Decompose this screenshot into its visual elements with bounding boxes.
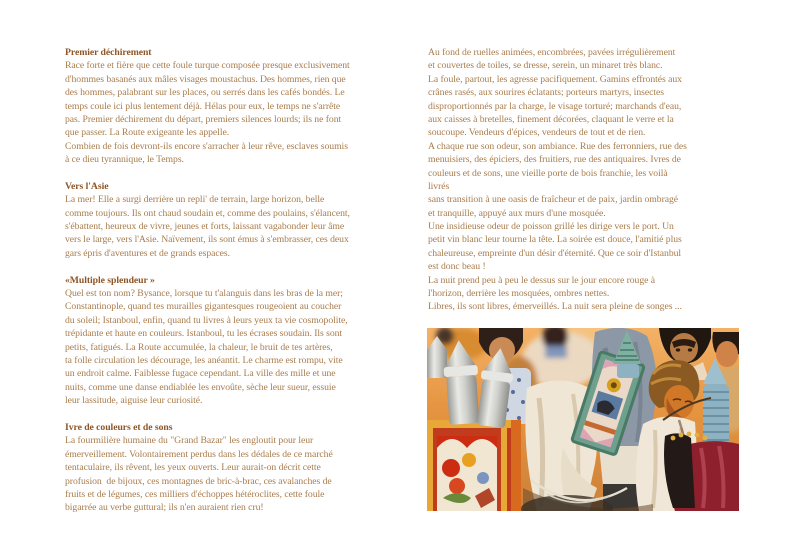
text-line: du soleil; Istanboul, enfin, quand tu livres à leurs yeux ta vie cosmopolite, [65, 314, 348, 326]
photo-maroon-drape [664, 432, 739, 511]
text-line: menuisiers, des épiciers, des fruitiers, rue des antiquaires. Ivres de [428, 154, 681, 166]
text-line: et couvertes de toiles, se dresse, serein, un minaret très blanc. [428, 60, 663, 72]
text-line: livrés [428, 180, 450, 192]
text-line: l'horizon, derrière les mosquées, ombres nettes. [428, 288, 610, 300]
text-line: à ce dieu tyrannique, le Temps. [65, 154, 184, 166]
text-line: sans transition à une oasis de fraîcheur et de paix, jardin ombragé [428, 194, 679, 206]
text-line: soucoupe. Vendeurs d'épices, vendeurs de tout et de rien. [428, 127, 646, 139]
text-line: Quel est ton nom? Bysance, lorsque tu t'alanguis dans les bras de la mer; [65, 288, 343, 300]
text-line: temps coule ici plus lentement déjà. Hélas pour eux, le temps ne s'arrête [65, 100, 341, 112]
text-line: Au fond de ruelles animées, encombrées, pavées irrégulièrement [428, 47, 676, 58]
text-line: des hommes, palabrant sur les places, ou serrés dans les cafés bondés. Le [65, 87, 345, 99]
text-line: petit vin blanc leur tourne la tête. La soirée est douce, l'amitié plus [428, 234, 682, 246]
text-line: couleurs et de sons, une vieille porte de bois franchie, les voilà [428, 167, 668, 179]
text-line: gars épris d'aventures et de grands espaces. [65, 247, 230, 259]
text-line: Une insidieuse odeur de poisson grillé les dirige vers le port. Un [428, 221, 674, 233]
text-line: fruits et de légumes, ces milliers d'échoppes hétéroclites, cette foule [65, 488, 325, 500]
text-line: La fourmilière humaine du "Grand Bazar" les engloutit pour leur [65, 435, 314, 447]
text-line: est donc beau ! [428, 261, 486, 273]
text-line: leur lassitude, aiguise leur curiosité. [65, 395, 203, 407]
text-line: profusion de bijoux, ces montagnes de bric-à-brac, ces avalanches de [65, 475, 332, 487]
text-line: nuits, comme une danse endiablée les envoûte, sèche leur sueur, essuie [65, 381, 336, 393]
text-line: ta folle circulation les décourage, les anéantit. Le charme est rompu, vite [65, 354, 343, 366]
text-line: pas. Premier déchirement du départ, premiers silences lourds; ils ne font [65, 113, 342, 125]
text-line: Libres, ils sont libres, émerveillés. La nuit sera pleine de songes ... [428, 301, 682, 313]
section-heading: Vers l'Asie [65, 180, 109, 192]
text-section [428, 46, 776, 314]
text-line: Combien de fois devront-ils encore s'arracher à leur rêve, esclaves soumis [65, 140, 348, 152]
text-line: La nuit prend peu à peu le dessus sur le jour encore rouge à [428, 274, 655, 286]
text-line: que passer. La Route exigeante les appelle. [65, 127, 230, 139]
text-line: La mer! Elle a surgi derrière un repli' de terrain, large horizon, belle [65, 194, 325, 206]
section-heading: «Multiple splendeur » [65, 274, 155, 286]
photo-istanbul-water-vendors [427, 328, 739, 511]
right-column [428, 46, 776, 314]
section-heading: Premier déchirement [65, 47, 152, 58]
text-line: crânes rasés, aux sourires éclatants; porteurs martyrs, insectes [428, 87, 664, 99]
left-column [65, 46, 413, 515]
text-line: un endroit calme. Faiblesse fugace cependant. La ville des mille et une [65, 368, 336, 380]
text-line: chaleureuse, empreinte d'un désir d'éternité. Que ce soir d'Istanbul [428, 247, 682, 259]
text-section [65, 46, 413, 167]
text-line: Race forte et fière que cette foule turque composée presque exclusivement [65, 60, 350, 72]
text-line: s'ébattent, heureux de vivre, jeunes et forts, laissant vagabonder leur âme [65, 221, 345, 233]
text-section [65, 180, 413, 260]
text-line: émerveillement. Volontairement perdus dans les dédales de ce marché [65, 448, 333, 460]
photo-ornate-box-left [427, 420, 521, 511]
text-line: A chaque rue son odeur, son ambiance. Rue des ferronniers, rue des [428, 140, 687, 152]
section-heading: Ivre de couleurs et de sons [65, 421, 173, 433]
text-section [65, 274, 413, 408]
text-line: vers le large, vers l'Asie. Naïvement, ils sont émus à s'embrasser, ces deux [65, 234, 349, 246]
text-line: d'hommes basanés aux mâles visages moustachus. Des hommes, rien que [65, 73, 346, 85]
text-line: comme toujours. Ils ont chaud soudain et, comme des poulains, s'élancent, [65, 207, 350, 219]
text-line: trépidante et haute en couleurs. Istanboul, tu les écrases soudain. Ils sont [65, 328, 343, 340]
text-line: bigarrée au verbe guttural; ils n'en auraient rien cru! [65, 502, 264, 514]
text-line: disproportionnés par la charge, le visage torturé; marchands d'eau, [428, 100, 682, 112]
text-line: aux caisses à bretelles, finement décorées, claquant le verre et la [428, 113, 674, 125]
text-line: et tranquille, appuyé aux murs d'une mosquée. [428, 207, 606, 219]
text-line: tentaculaire, ils rêvent, les yeux ouverts. Leur aurait-on décrit cette [65, 462, 321, 474]
text-section [65, 421, 413, 515]
text-line: La foule, partout, les agresse pacifiquement. Gamins effrontés aux [428, 73, 682, 85]
text-line: petits, fatigués. La Route accumulée, la chaleur, le bruit de tes artères, [65, 341, 333, 353]
photo-illustration [427, 328, 739, 511]
text-line: Constantinople, quand tes murailles gigantesques rougeoient au coucher [65, 301, 342, 313]
